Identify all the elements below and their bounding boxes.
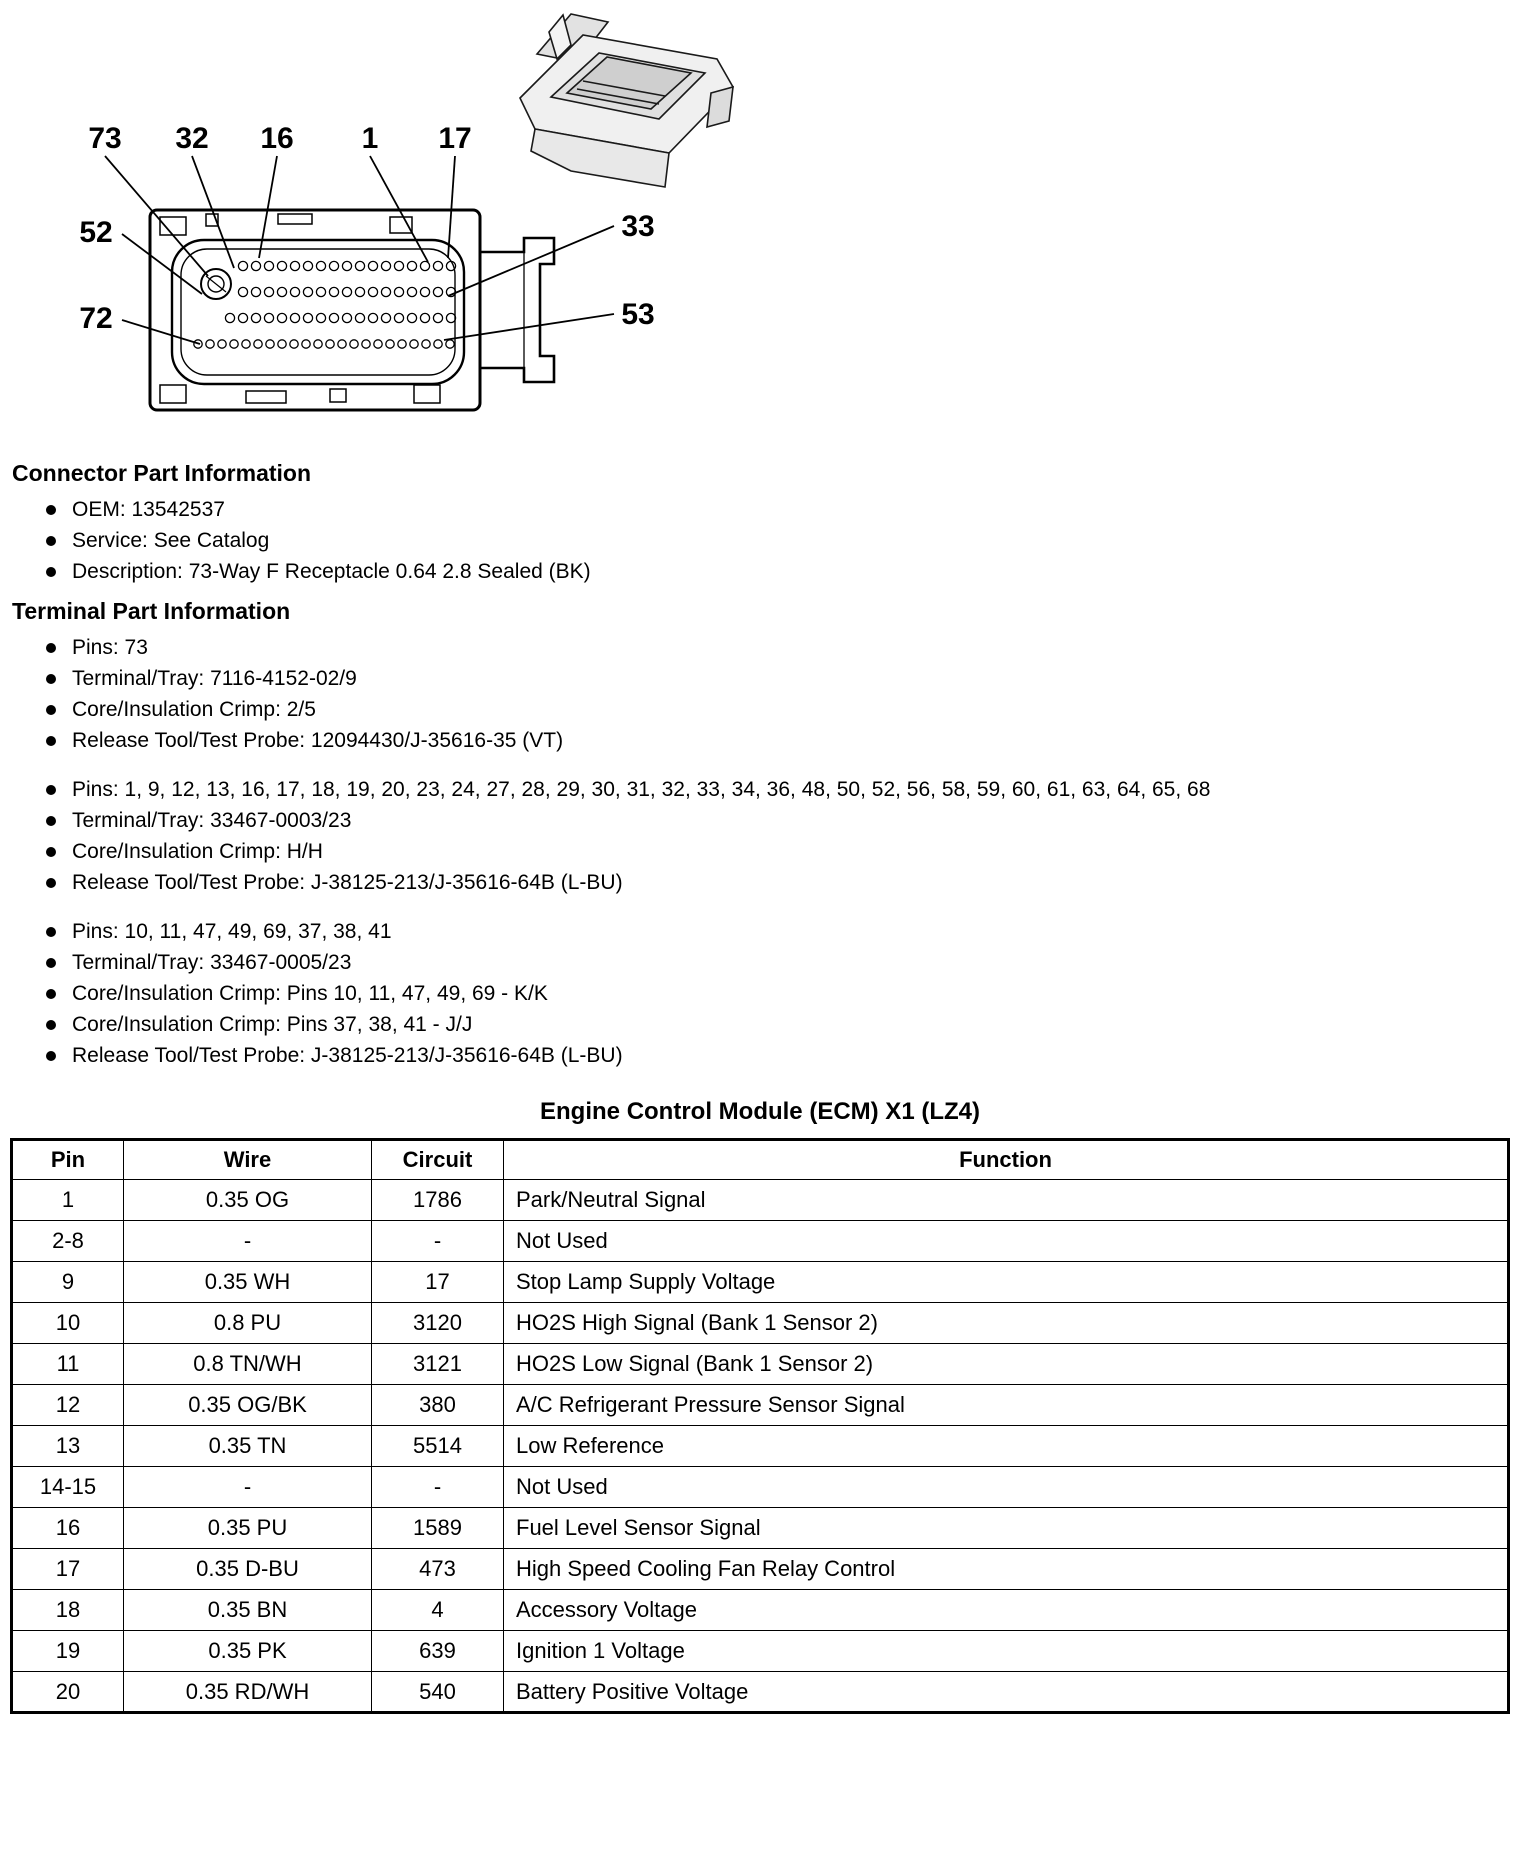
- pinout-table: [10, 1138, 1510, 1714]
- bullet-item: Pins: 10, 11, 47, 49, 69, 37, 38, 41: [44, 919, 1510, 944]
- function-cell: Stop Lamp Supply Voltage: [504, 1262, 1509, 1303]
- circuit-cell: 1589: [372, 1508, 504, 1549]
- pin-hole: [355, 261, 364, 270]
- table-header-row: [12, 1140, 1509, 1180]
- table-row: [12, 1221, 1509, 1262]
- wire-cell: 0.8 PU: [124, 1303, 372, 1344]
- pin-hole: [303, 287, 312, 296]
- connector-front-view: [150, 210, 554, 410]
- leader-line: [448, 156, 455, 258]
- pin-hole: [218, 340, 226, 348]
- leader-line: [122, 320, 200, 344]
- pin-label-72: 72: [79, 302, 113, 335]
- pin-hole: [342, 287, 351, 296]
- wire-cell: 0.35 BN: [124, 1590, 372, 1631]
- pin-hole: [302, 340, 310, 348]
- pin-hole: [326, 340, 334, 348]
- leader-line: [192, 156, 234, 268]
- circuit-cell: 3121: [372, 1344, 504, 1385]
- pin-hole: [329, 287, 338, 296]
- circuit-cell: 3120: [372, 1303, 504, 1344]
- function-cell: High Speed Cooling Fan Relay Control: [504, 1549, 1509, 1590]
- pin-cell: 20: [12, 1672, 124, 1713]
- pin-hole: [398, 340, 406, 348]
- bullet-item: Terminal/Tray: 33467-0003/23: [44, 808, 1510, 833]
- column-header: Circuit: [372, 1140, 504, 1180]
- pin-hole: [290, 287, 299, 296]
- pin-hole: [264, 287, 273, 296]
- pin-hole: [238, 261, 247, 270]
- pin-hole: [420, 287, 429, 296]
- circuit-cell: 17: [372, 1262, 504, 1303]
- bullet-item: Description: 73-Way F Receptacle 0.64 2.8 Sealed (BK): [44, 559, 1510, 584]
- wire-cell: 0.8 TN/WH: [124, 1344, 372, 1385]
- pin-hole: [410, 340, 418, 348]
- table-row: [12, 1385, 1509, 1426]
- pin-hole: [407, 261, 416, 270]
- pin-cell: 16: [12, 1508, 124, 1549]
- pin-hole: [433, 287, 442, 296]
- pin-hole: [355, 287, 364, 296]
- circuit-cell: 639: [372, 1631, 504, 1672]
- leader-line: [105, 156, 208, 276]
- circuit-cell: -: [372, 1221, 504, 1262]
- connector-info-list: [44, 497, 1510, 584]
- pin-hole: [290, 340, 298, 348]
- pin-hole: [329, 313, 338, 322]
- pin-hole: [206, 340, 214, 348]
- pin-hole: [446, 340, 454, 348]
- bullet-item: Release Tool/Test Probe: J-38125-213/J-35616-64B (L-BU): [44, 1043, 1510, 1068]
- function-cell: Not Used: [504, 1467, 1509, 1508]
- pin-label-52: 52: [79, 216, 113, 249]
- pin-hole: [278, 340, 286, 348]
- function-cell: HO2S Low Signal (Bank 1 Sensor 2): [504, 1344, 1509, 1385]
- pin-hole: [407, 313, 416, 322]
- pin-label-1: 1: [361, 122, 379, 155]
- pin-field: [194, 261, 456, 348]
- pin-hole: [277, 261, 286, 270]
- pin-hole: [254, 340, 262, 348]
- column-header: Wire: [124, 1140, 372, 1180]
- wire-cell: 0.35 OG: [124, 1180, 372, 1221]
- pin-hole: [368, 261, 377, 270]
- pin-hole: [434, 340, 442, 348]
- circuit-cell: -: [372, 1467, 504, 1508]
- table-row: [12, 1549, 1509, 1590]
- pin-hole: [290, 313, 299, 322]
- pin-hole: [350, 340, 358, 348]
- pin-hole: [314, 340, 322, 348]
- wire-cell: 0.35 PK: [124, 1631, 372, 1672]
- function-cell: Fuel Level Sensor Signal: [504, 1508, 1509, 1549]
- bullet-item: Release Tool/Test Probe: 12094430/J-35616-35 (VT): [44, 728, 1510, 753]
- wire-cell: 0.35 PU: [124, 1508, 372, 1549]
- pin-cell: 10: [12, 1303, 124, 1344]
- table-row: [12, 1262, 1509, 1303]
- table-row: [12, 1426, 1509, 1467]
- terminal-info-group: [44, 635, 1510, 753]
- pin-hole: [303, 313, 312, 322]
- terminal-info-group: [44, 919, 1510, 1068]
- pin-label-32: 32: [175, 122, 209, 155]
- pin-hole: [381, 287, 390, 296]
- bullet-item: Terminal/Tray: 7116-4152-02/9: [44, 666, 1510, 691]
- circuit-cell: 5514: [372, 1426, 504, 1467]
- wire-cell: 0.35 WH: [124, 1262, 372, 1303]
- bullet-item: Service: See Catalog: [44, 528, 1510, 553]
- pin-hole: [386, 340, 394, 348]
- terminal-info-group: [44, 777, 1510, 895]
- bullet-item: Pins: 73: [44, 635, 1510, 660]
- bullet-item: Terminal/Tray: 33467-0005/23: [44, 950, 1510, 975]
- pin-hole: [251, 261, 260, 270]
- pin-hole: [316, 287, 325, 296]
- pin-hole: [381, 261, 390, 270]
- pin-cell: 19: [12, 1631, 124, 1672]
- pin-hole: [316, 261, 325, 270]
- bullet-item: Release Tool/Test Probe: J-38125-213/J-35616-64B (L-BU): [44, 870, 1510, 895]
- pin-hole: [433, 261, 442, 270]
- bullet-item: Core/Insulation Crimp: H/H: [44, 839, 1510, 864]
- pin-hole: [342, 313, 351, 322]
- pin-hole: [264, 313, 273, 322]
- table-row: [12, 1508, 1509, 1549]
- pin-hole: [242, 340, 250, 348]
- bullet-item: Core/Insulation Crimp: Pins 37, 38, 41 - J/J: [44, 1012, 1510, 1037]
- table-row: [12, 1590, 1509, 1631]
- pin-label-33: 33: [621, 210, 655, 243]
- section-heading-terminal: Terminal Part Information: [12, 598, 291, 624]
- pin-cell: 12: [12, 1385, 124, 1426]
- wire-cell: -: [124, 1221, 372, 1262]
- circuit-cell: 540: [372, 1672, 504, 1713]
- pin-label-17: 17: [438, 122, 472, 155]
- pin-hole: [264, 261, 273, 270]
- table-row: [12, 1631, 1509, 1672]
- pin-hole: [251, 287, 260, 296]
- pin-hole: [238, 287, 247, 296]
- pin-hole: [316, 313, 325, 322]
- circuit-cell: 1786: [372, 1180, 504, 1221]
- pin-hole: [420, 313, 429, 322]
- column-header: Pin: [12, 1140, 124, 1180]
- wire-cell: 0.35 RD/WH: [124, 1672, 372, 1713]
- pin-hole: [225, 313, 234, 322]
- table-row: [12, 1344, 1509, 1385]
- table-row: [12, 1303, 1509, 1344]
- function-cell: Ignition 1 Voltage: [504, 1631, 1509, 1672]
- pin-hole: [381, 313, 390, 322]
- circuit-cell: 4: [372, 1590, 504, 1631]
- leader-line: [448, 226, 614, 296]
- bullet-item: Core/Insulation Crimp: 2/5: [44, 697, 1510, 722]
- pin-hole: [266, 340, 274, 348]
- bullet-item: OEM: 13542537: [44, 497, 1510, 522]
- pin-cell: 9: [12, 1262, 124, 1303]
- connector-diagram: [10, 0, 1510, 452]
- latch-key: [480, 238, 554, 382]
- pin-hole: [342, 261, 351, 270]
- wire-cell: 0.35 D-BU: [124, 1549, 372, 1590]
- pin-cell: 2-8: [12, 1221, 124, 1262]
- pin-hole: [230, 340, 238, 348]
- function-cell: Accessory Voltage: [504, 1590, 1509, 1631]
- pin-hole: [238, 313, 247, 322]
- pin-hole: [362, 340, 370, 348]
- pin-cell: 11: [12, 1344, 124, 1385]
- section-heading-connector: Connector Part Information: [12, 460, 312, 486]
- pin-label-53: 53: [621, 298, 655, 331]
- column-header: Function: [504, 1140, 1509, 1180]
- function-cell: HO2S High Signal (Bank 1 Sensor 2): [504, 1303, 1509, 1344]
- pin-cell: 1: [12, 1180, 124, 1221]
- function-cell: Not Used: [504, 1221, 1509, 1262]
- leader-line: [444, 314, 614, 340]
- pin-hole: [374, 340, 382, 348]
- pin-hole: [394, 287, 403, 296]
- table-body: [12, 1180, 1509, 1713]
- pin-hole: [433, 313, 442, 322]
- pin-label-73: 73: [88, 122, 122, 155]
- function-cell: Low Reference: [504, 1426, 1509, 1467]
- connector-iso-view: [520, 14, 733, 187]
- pin-hole: [407, 287, 416, 296]
- circuit-cell: 380: [372, 1385, 504, 1426]
- table-row: [12, 1467, 1509, 1508]
- pin-hole: [394, 313, 403, 322]
- pin-hole: [446, 313, 455, 322]
- pin-hole: [368, 313, 377, 322]
- function-cell: A/C Refrigerant Pressure Sensor Signal: [504, 1385, 1509, 1426]
- pin-hole: [422, 340, 430, 348]
- function-cell: Battery Positive Voltage: [504, 1672, 1509, 1713]
- pin-hole: [368, 287, 377, 296]
- leader-line: [259, 156, 277, 258]
- pin-hole: [277, 287, 286, 296]
- pin-hole: [355, 313, 364, 322]
- pin-cell: 17: [12, 1549, 124, 1590]
- pin-hole: [329, 261, 338, 270]
- pin-hole: [338, 340, 346, 348]
- pin-cell: 18: [12, 1590, 124, 1631]
- table-row: [12, 1180, 1509, 1221]
- pin-hole: [420, 261, 429, 270]
- table-title: Engine Control Module (ECM) X1 (LZ4): [540, 1098, 980, 1125]
- table-row: [12, 1672, 1509, 1713]
- pin-hole: [394, 261, 403, 270]
- pin-hole: [303, 261, 312, 270]
- wire-cell: 0.35 TN: [124, 1426, 372, 1467]
- pin-cell: 14-15: [12, 1467, 124, 1508]
- pin-cell: 13: [12, 1426, 124, 1467]
- pin-hole: [277, 313, 286, 322]
- function-cell: Park/Neutral Signal: [504, 1180, 1509, 1221]
- bullet-item: Pins: 1, 9, 12, 13, 16, 17, 18, 19, 20, 23, 24, 27, 28, 29, 30, 31, 32, 33, 34, 36, 48, 50, 52, 56, 58, 59, 60, 61, 63, 64, 65, 68: [44, 777, 1510, 802]
- connector-diagram-svg: [10, 0, 810, 450]
- wire-cell: -: [124, 1467, 372, 1508]
- pin-hole: [290, 261, 299, 270]
- circuit-cell: 473: [372, 1549, 504, 1590]
- wire-cell: 0.35 OG/BK: [124, 1385, 372, 1426]
- terminal-info-groups: [10, 635, 1510, 1068]
- bullet-item: Core/Insulation Crimp: Pins 10, 11, 47, 49, 69 - K/K: [44, 981, 1510, 1006]
- pin-label-16: 16: [260, 122, 294, 155]
- pin-hole: [251, 313, 260, 322]
